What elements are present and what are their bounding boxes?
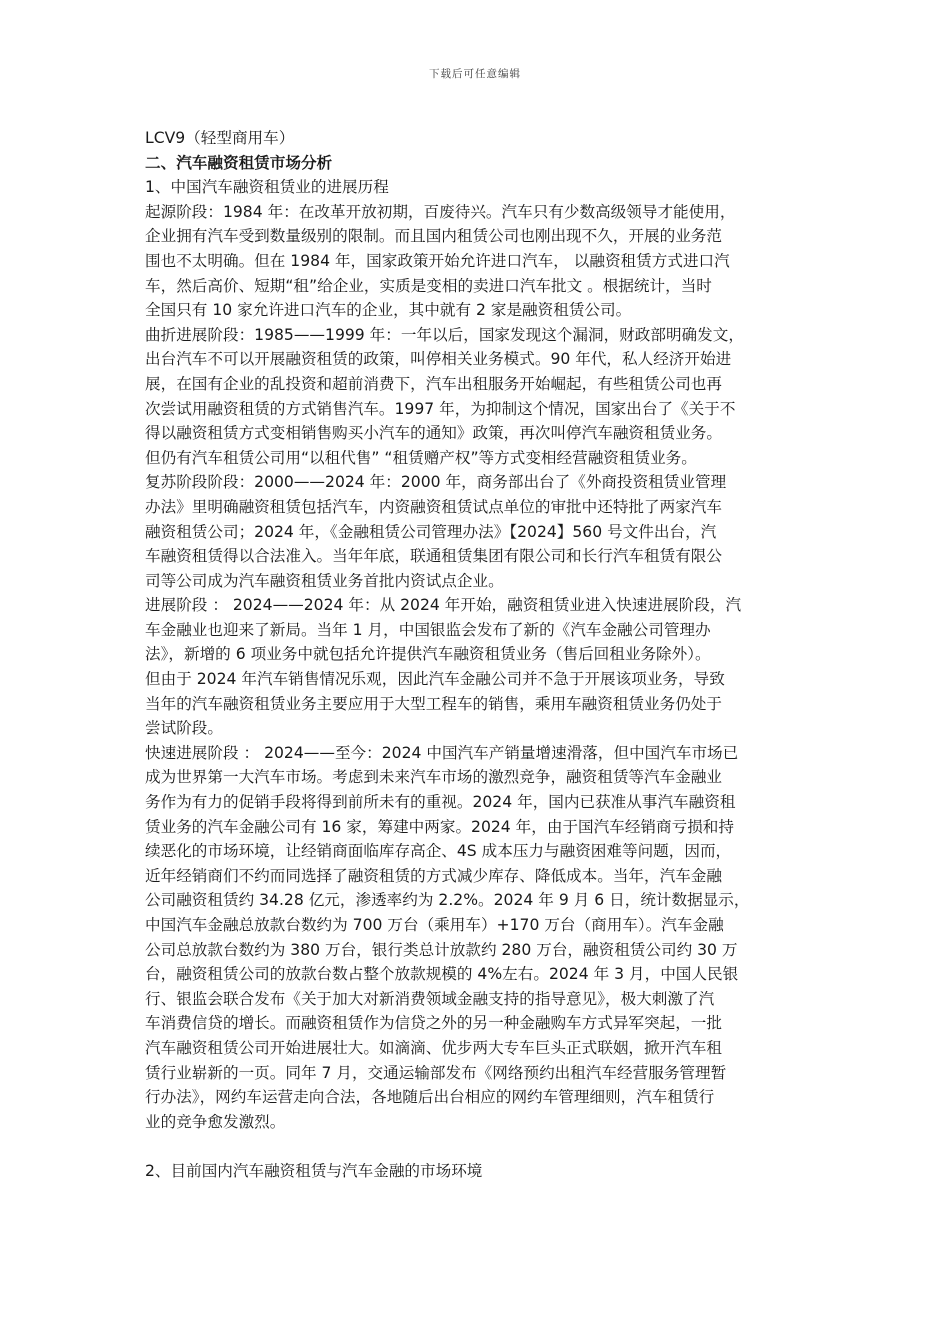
text-line: 车金融业也迎来了新局。当年 1 月，中国银监会发布了新的《汽车金融公司管理办 <box>145 620 711 639</box>
text-line: 当年的汽车融资租赁业务主要应用于大型工程车的销售，乘用车融资租赁业务仍处于 <box>145 694 722 713</box>
text-line: 车，然后高价、短期“租”给企业，实质是变相的卖进口汽车批文 。根据统计，当时 <box>145 276 712 295</box>
text-line: 尝试阶段。 <box>145 719 223 738</box>
text-line: 但仍有汽车租赁公司用“以租代售” “租赁赠产权”等方式变相经营融资租赁业务。 <box>145 448 697 467</box>
text-line: 出台汽车不可以开展融资租赁的政策，叫停相关业务模式。90 年代，私人经济开始进 <box>145 350 732 369</box>
subheading-lcv9: LCV9（轻型商用车） <box>145 129 295 147</box>
text-line: 法》，新增的 6 项业务中就包括允许提供汽车融资租赁业务（售后回租业务除外）。 <box>145 645 711 664</box>
page-header: 下载后可任意编辑 <box>429 68 521 80</box>
text-line: 公司总放款台数约为 380 万台，银行类总计放款约 280 万台，融资租赁公司约 30 万 <box>145 940 738 959</box>
text-line: 续恶化的市场环境，让经销商面临库存高企、4S 成本压力与融资困难等问题，因而， <box>145 842 732 861</box>
section-heading: 二、汽车融资租赁市场分析 <box>145 153 333 172</box>
text-line: 近年经销商们不约而同选择了融资租赁的方式减少库存、降低成本。当年，汽车金融 <box>145 866 722 885</box>
text-line: 进展阶段 ： 2024——2024 年：从 2024 年开始，融资租赁业进入快速进展阶段，汽 <box>145 596 742 615</box>
subsection-heading-2: 2、目前国内汽车融资租赁与汽车金融的市场环境 <box>145 1161 483 1180</box>
text-line: 赁行业崭新的一页。同年 7 月，交通运输部发布《网络预约出租汽车经营服务管理暂 <box>145 1063 727 1082</box>
text-line: 台，融资租赁公司的放款台数占整个放款规模的 4%左右。2024 年 3 月，中国人民银 <box>145 965 739 984</box>
text-line: 围也不太明确。但在 1984 年，国家政策开始允许进口汽车， 以融资租赁方式进口汽 <box>145 251 730 270</box>
text-line: 展，在国有企业的乱投资和超前消费下，汽车出租服务开始崛起，有些租赁公司也再 <box>145 374 722 393</box>
text-line: 行、银监会联合发布《关于加大对新消费领域金融支持的指导意见》，极大刺激了汽 <box>145 989 715 1008</box>
text-line: 车融资租赁得以合法准入。当年年底，联通租赁集团有限公司和长行汽车租赁有限公 <box>145 547 722 566</box>
text-line: 行办法》，网约车运营走向合法，各地随后出台相应的网约车管理细则，汽车租赁行 <box>145 1088 715 1107</box>
text-line: 中国汽车金融总放款台数约为 700 万台（乘用车）+170 万台（商用车）。汽车金融 <box>145 916 724 934</box>
text-line: 赁业务的汽车金融公司有 16 家，筹建中两家。2024 年，由于国汽车经销商亏损和持 <box>145 817 734 836</box>
text-line: 得以融资租赁方式变相销售购买小汽车的通知》政策，再次叫停汽车融资租赁业务。 <box>145 424 722 443</box>
text-line: 汽车融资租赁公司开始进展壮大。如滴滴、优步两大专车巨头正式联姻，掀开汽车租 <box>145 1038 722 1057</box>
text-line: 快速进展阶段 ： 2024——至今：2024 中国汽车产销量增速滑落，但中国汽车市场已 <box>145 743 739 762</box>
text-line: 起源阶段：1984 年：在改革开放初期，百废待兴。汽车只有少数高级领导才能使用， <box>145 202 736 221</box>
text-line: 务作为有力的促销手段将得到前所未有的重视。2024 年，国内已获准从事汽车融资租 <box>145 793 736 812</box>
text-line: 企业拥有汽车受到数量级别的限制。而且国内租赁公司也刚出现不久，开展的业务范 <box>145 227 722 246</box>
text-line: 办法》里明确融资租赁包括汽车，内资融资租赁试点单位的审批中还特批了两家汽车 <box>145 497 722 516</box>
blank-line <box>145 1134 809 1159</box>
text-line: 但由于 2024 年汽车销售情况乐观，因此汽车金融公司并不急于开展该项业务，导致 <box>145 670 725 689</box>
document-body <box>145 126 809 1184</box>
text-line: 次尝试用融资租赁的方式销售汽车。1997 年，为抑制这个情况，国家出台了《关于不 <box>145 399 736 418</box>
text-line: 公司融资租赁约 34.28 亿元，渗透率约为 2.2%。2024 年 9 月 6 日，统计数据显示， <box>145 891 750 910</box>
text-line: 复苏阶段阶段：2000——2024 年：2000 年，商务部出台了《外商投资租赁业管理 <box>145 473 727 492</box>
text-line: 车消费信贷的增长。而融资租赁作为信贷之外的另一种金融购车方式异军突起，一批 <box>145 1014 722 1033</box>
text-line: 司等公司成为汽车融资租赁业务首批内资试点企业。 <box>145 571 504 590</box>
text-line: 成为世界第一大汽车市场。考虑到未来汽车市场的激烈竞争，融资租赁等汽车金融业 <box>145 768 722 787</box>
subsection-heading-1: 1、中国汽车融资租赁业的进展历程 <box>145 178 389 197</box>
text-line: 融资租赁公司；2024 年，《金融租赁公司管理办法》【2024】560 号文件出台，汽 <box>145 522 717 541</box>
text-line: 业的竞争愈发激烈。 <box>145 1112 286 1131</box>
text-line: 全国只有 10 家允许进口汽车的企业，其中就有 2 家是融资租赁公司。 <box>145 301 632 320</box>
text-line: 曲折进展阶段：1985——1999 年：一年以后，国家发现这个漏洞，财政部明确发文， <box>145 325 744 344</box>
